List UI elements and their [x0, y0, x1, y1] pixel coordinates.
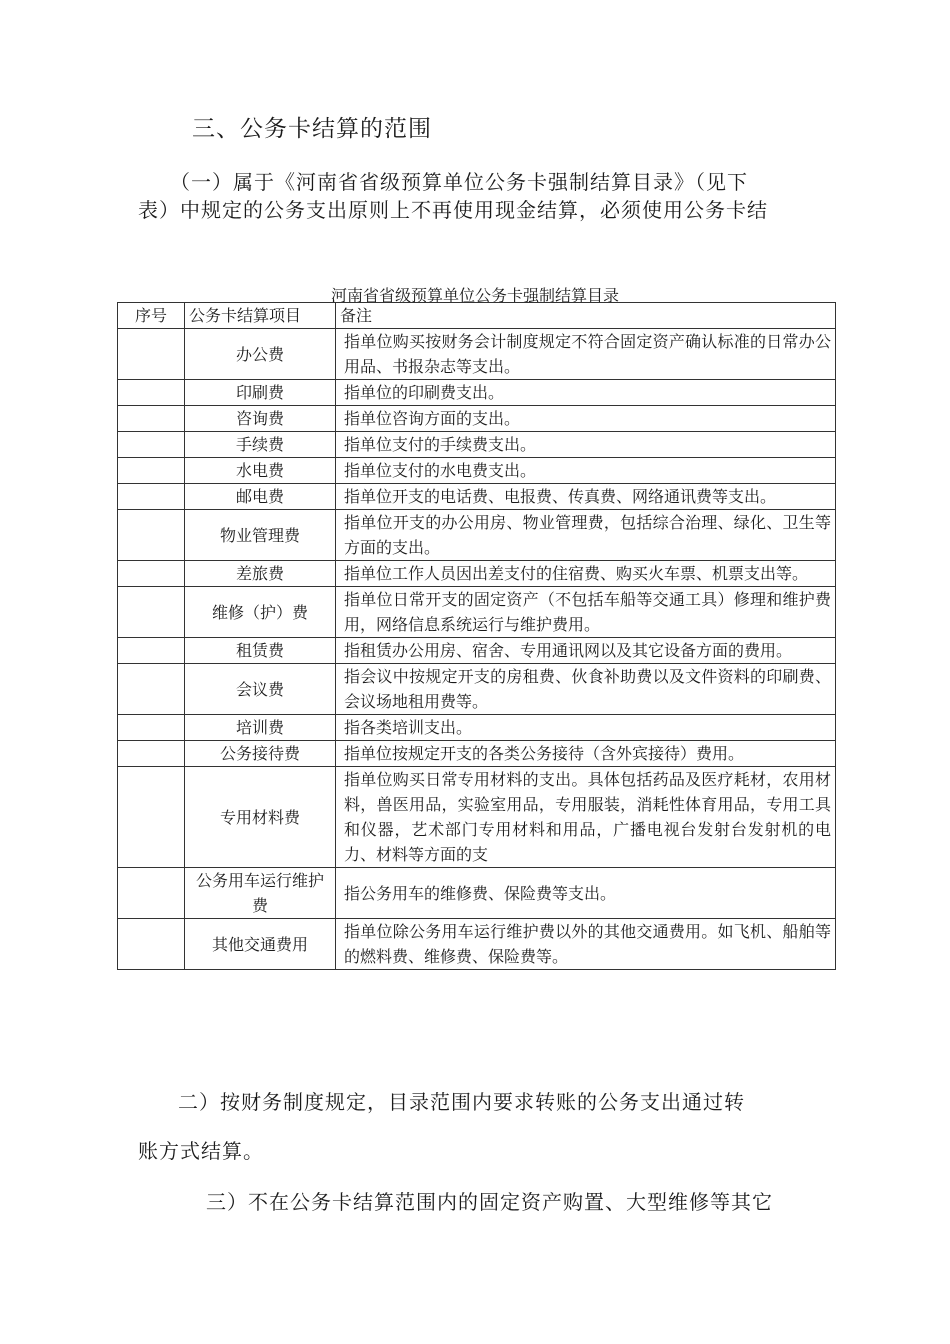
row-num: [118, 484, 185, 510]
row-num: [118, 919, 185, 970]
row-note: 指单位咨询方面的支出。: [336, 406, 836, 432]
table-row: [118, 484, 836, 510]
row-num: [118, 664, 185, 715]
row-item: 维修（护）费: [185, 587, 336, 638]
row-item: 其他交通费用: [185, 919, 336, 970]
row-note: 指单位购买按财务会计制度规定不符合固定资产确认标准的日常办公用品、书报杂志等支出。: [336, 329, 836, 380]
paragraph-1-line-1: （一）属于《河南省省级预算单位公务卡强制结算目录》（见下: [170, 170, 748, 194]
row-note: 指公务用车的维修费、保险费等支出。: [336, 868, 836, 919]
table-row: [118, 664, 836, 715]
table-row: [118, 561, 836, 587]
table-row: [118, 715, 836, 741]
row-num: [118, 510, 185, 561]
table-row: [118, 868, 836, 919]
row-item: 租赁费: [185, 638, 336, 664]
row-item: 公务接待费: [185, 741, 336, 767]
row-note: 指单位开支的电话费、电报费、传真费、网络通讯费等支出。: [336, 484, 836, 510]
row-item: 专用材料费: [185, 767, 336, 868]
row-num: [118, 561, 185, 587]
table-row: [118, 919, 836, 970]
row-note: 指单位的印刷费支出。: [336, 380, 836, 406]
header-item: 公务卡结算项目: [185, 303, 336, 329]
table-row: [118, 587, 836, 638]
row-item: 邮电费: [185, 484, 336, 510]
row-note: 指单位购买日常专用材料的支出。具体包括药品及医疗耗材，农用材料，兽医用品，实验室用品，专用服装，消耗性体育用品，专用工具和仪器，艺术部门专用材料和用品，广播电视台发射台发射机的电力、材料等方面的支: [336, 767, 836, 868]
table-row: [118, 638, 836, 664]
row-num: [118, 380, 185, 406]
header-num: 序号: [118, 303, 185, 329]
row-note: 指单位支付的水电费支出。: [336, 458, 836, 484]
row-num: [118, 432, 185, 458]
row-note: 指租赁办公用房、宿舍、专用通讯网以及其它设备方面的费用。: [336, 638, 836, 664]
paragraph-3-line-1: 三）不在公务卡结算范围内的固定资产购置、大型维修等其它: [206, 1190, 773, 1214]
row-note: 指各类培训支出。: [336, 715, 836, 741]
table-row: [118, 741, 836, 767]
row-item: 公务用车运行维护费: [185, 868, 336, 919]
table-caption: 河南省省级预算单位公务卡强制结算目录: [330, 286, 619, 305]
table-row: [118, 406, 836, 432]
row-num: [118, 767, 185, 868]
row-note: 指单位除公务用车运行维护费以外的其他交通费用。如飞机、船舶等的燃料费、维修费、保险费等。: [336, 919, 836, 970]
table-row: [118, 329, 836, 380]
row-num: [118, 406, 185, 432]
table-header-row: [118, 303, 836, 329]
table-row: [118, 458, 836, 484]
table-row: [118, 380, 836, 406]
row-item: 印刷费: [185, 380, 336, 406]
row-num: [118, 458, 185, 484]
row-num: [118, 638, 185, 664]
row-item: 办公费: [185, 329, 336, 380]
row-item: 水电费: [185, 458, 336, 484]
paragraph-1-line-2: 表）中规定的公务支出原则上不再使用现金结算，必须使用公务卡结: [138, 198, 768, 222]
row-note: 指单位按规定开支的各类公务接待（含外宾接待）费用。: [336, 741, 836, 767]
table-row: [118, 767, 836, 868]
header-note: 备注: [336, 303, 836, 329]
row-item: 会议费: [185, 664, 336, 715]
row-note: 指单位支付的手续费支出。: [336, 432, 836, 458]
row-note: 指会议中按规定开支的房租费、伙食补助费以及文件资料的印刷费、会议场地租用费等。: [336, 664, 836, 715]
settlement-catalog-table: [117, 302, 836, 970]
row-item: 咨询费: [185, 406, 336, 432]
row-item: 手续费: [185, 432, 336, 458]
table-row: [118, 510, 836, 561]
row-item: 物业管理费: [185, 510, 336, 561]
paragraph-2-line-2: 账方式结算。: [138, 1139, 264, 1163]
row-note: 指单位日常开支的固定资产（不包括车船等交通工具）修理和维护费用，网络信息系统运行与维护费用。: [336, 587, 836, 638]
row-item: 差旅费: [185, 561, 336, 587]
row-item: 培训费: [185, 715, 336, 741]
row-num: [118, 868, 185, 919]
table-row: [118, 432, 836, 458]
row-num: [118, 741, 185, 767]
paragraph-2-line-1: 二）按财务制度规定，目录范围内要求转账的公务支出通过转: [178, 1090, 745, 1114]
row-num: [118, 587, 185, 638]
section-heading: 三、公务卡结算的范围: [192, 116, 432, 142]
row-num: [118, 329, 185, 380]
row-note: 指单位开支的办公用房、物业管理费，包括综合治理、绿化、卫生等方面的支出。: [336, 510, 836, 561]
row-num: [118, 715, 185, 741]
row-note: 指单位工作人员因出差支付的住宿费、购买火车票、机票支出等。: [336, 561, 836, 587]
